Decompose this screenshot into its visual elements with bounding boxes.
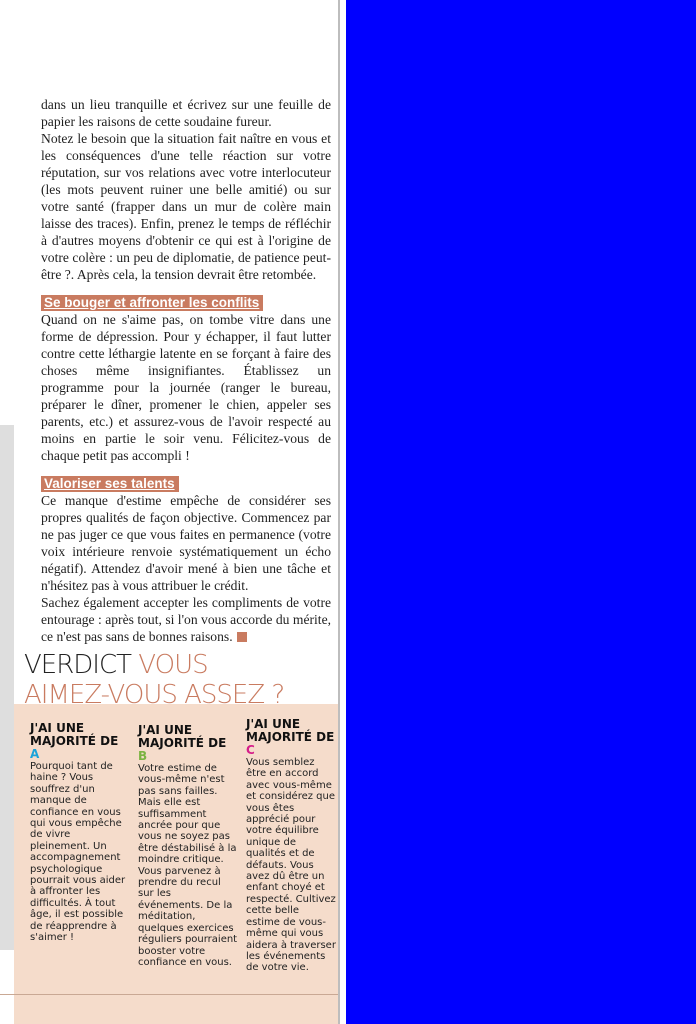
verdict-column-b <box>138 724 238 968</box>
section-text-conflicts: Quand on ne s'aime pas, on tombe vitre dans une forme de dépression. Pour y échapper, il faut lutter contre cette léthargie latente en se forçant à faire des choses même insignifiantes. Établissez un programme pour la journée (ranger le bureau, préparer le dîner, promener le chien, appeler ses parents, etc.) et assurez-vous de l'avoir respecté au moins en partie le soir venu. Félicitez-vous de chaque petit pas accompli ! <box>41 312 331 463</box>
closing-paragraph: Sachez également accepter les compliments de votre entourage : après tout, si l'on vous accorde du mérite, ce n'est pas sans de bonnes raisons. <box>41 595 331 644</box>
section-heading-conflicts: Se bouger et affronter les conflits <box>41 295 263 311</box>
magazine-page <box>0 0 338 1024</box>
verdict-c-letter: C <box>246 743 255 757</box>
verdict-a-heading-text: J'AI UNE MAJORITÉ DE <box>30 721 119 748</box>
blue-panel <box>346 0 696 1024</box>
verdict-title-question-start: VOUS <box>138 650 208 680</box>
verdict-box <box>14 704 338 1024</box>
verdict-title-word: VERDICT <box>24 650 132 680</box>
verdict-column-a <box>30 722 130 944</box>
verdict-title <box>24 650 338 710</box>
bottom-rule <box>0 994 338 995</box>
verdict-a-heading <box>30 722 130 761</box>
article-intro-continued: Notez le besoin que la situation fait naître en vous et les conséquences d'une telle réaction sur votre réputation, sur vos relations avec votre interlocuteur (les mots peuvent ruiner une belle amitié) ou sur votre santé (frapper dans un mur de colère main laisse des traces). Enfin, prenez le temps de réfléchir à d'autres moyens d'obtenir ce qui est à l'origine de votre colère : un peu de diplomatie, de patience peut-être ?. Après cela, la tension devrait être retombée. <box>41 131 331 282</box>
verdict-title-question-end: AIMEZ-VOUS ASSEZ ? <box>24 680 285 710</box>
verdict-c-text: Vous semblez être en accord avec vous-même et considérez que vous êtes apprécié pour votre équilibre unique de qualités et de défauts. Vous avez dû être un enfant choyé et respecté. Cultivez cette belle estime de vous-même qui vous aidera à traverser les événements de votre vie. <box>246 757 336 974</box>
end-of-article-mark <box>237 632 247 642</box>
verdict-a-letter: A <box>30 747 40 761</box>
section-text-talents: Ce manque d'estime empêche de considérer ses propres qualités de façon objective. Commencez par ne pas juger ce que vous faites en permanence (votre voix intérieure renvoie systématiquement un écho négatif). Attendez d'avoir mené à bien une tâche et n'hésitez pas à vous attribuer le crédit. <box>41 493 331 593</box>
verdict-column-c <box>246 718 336 974</box>
section-text-talents-end <box>41 594 331 645</box>
article-intro: dans un lieu tranquille et écrivez sur une feuille de papier les raisons de cette soudaine fureur. <box>41 97 331 129</box>
verdict-b-heading <box>138 724 238 763</box>
article-body <box>41 96 331 645</box>
verdict-a-text: Pourquoi tant de haine ? Vous souffrez d'un manque de confiance en vous qui vous empêche de vivre pleinement. Un accompagnement psychologique pourrait vous aider à affronter les difficultés. À tout âge, il est possible de réapprendre à s'aimer ! <box>30 761 126 944</box>
verdict-b-text: Votre estime de vous-même n'est pas sans failles. Mais elle est suffisamment ancrée pour que vous ne soyez pas être déstabilisé à la moindre critique. Vous parvenez à prendre du recul sur les événements. De la méditation, quelques exercices réguliers pourraient booster votre confiance en vous. <box>138 763 238 968</box>
verdict-b-letter: B <box>138 749 148 763</box>
left-margin-strip <box>0 425 14 950</box>
verdict-c-heading-text: J'AI UNE MAJORITÉ DE <box>246 717 335 744</box>
section-heading-talents: Valoriser ses talents <box>41 476 179 492</box>
verdict-c-heading <box>246 718 336 757</box>
verdict-b-heading-text: J'AI UNE MAJORITÉ DE <box>138 723 227 750</box>
